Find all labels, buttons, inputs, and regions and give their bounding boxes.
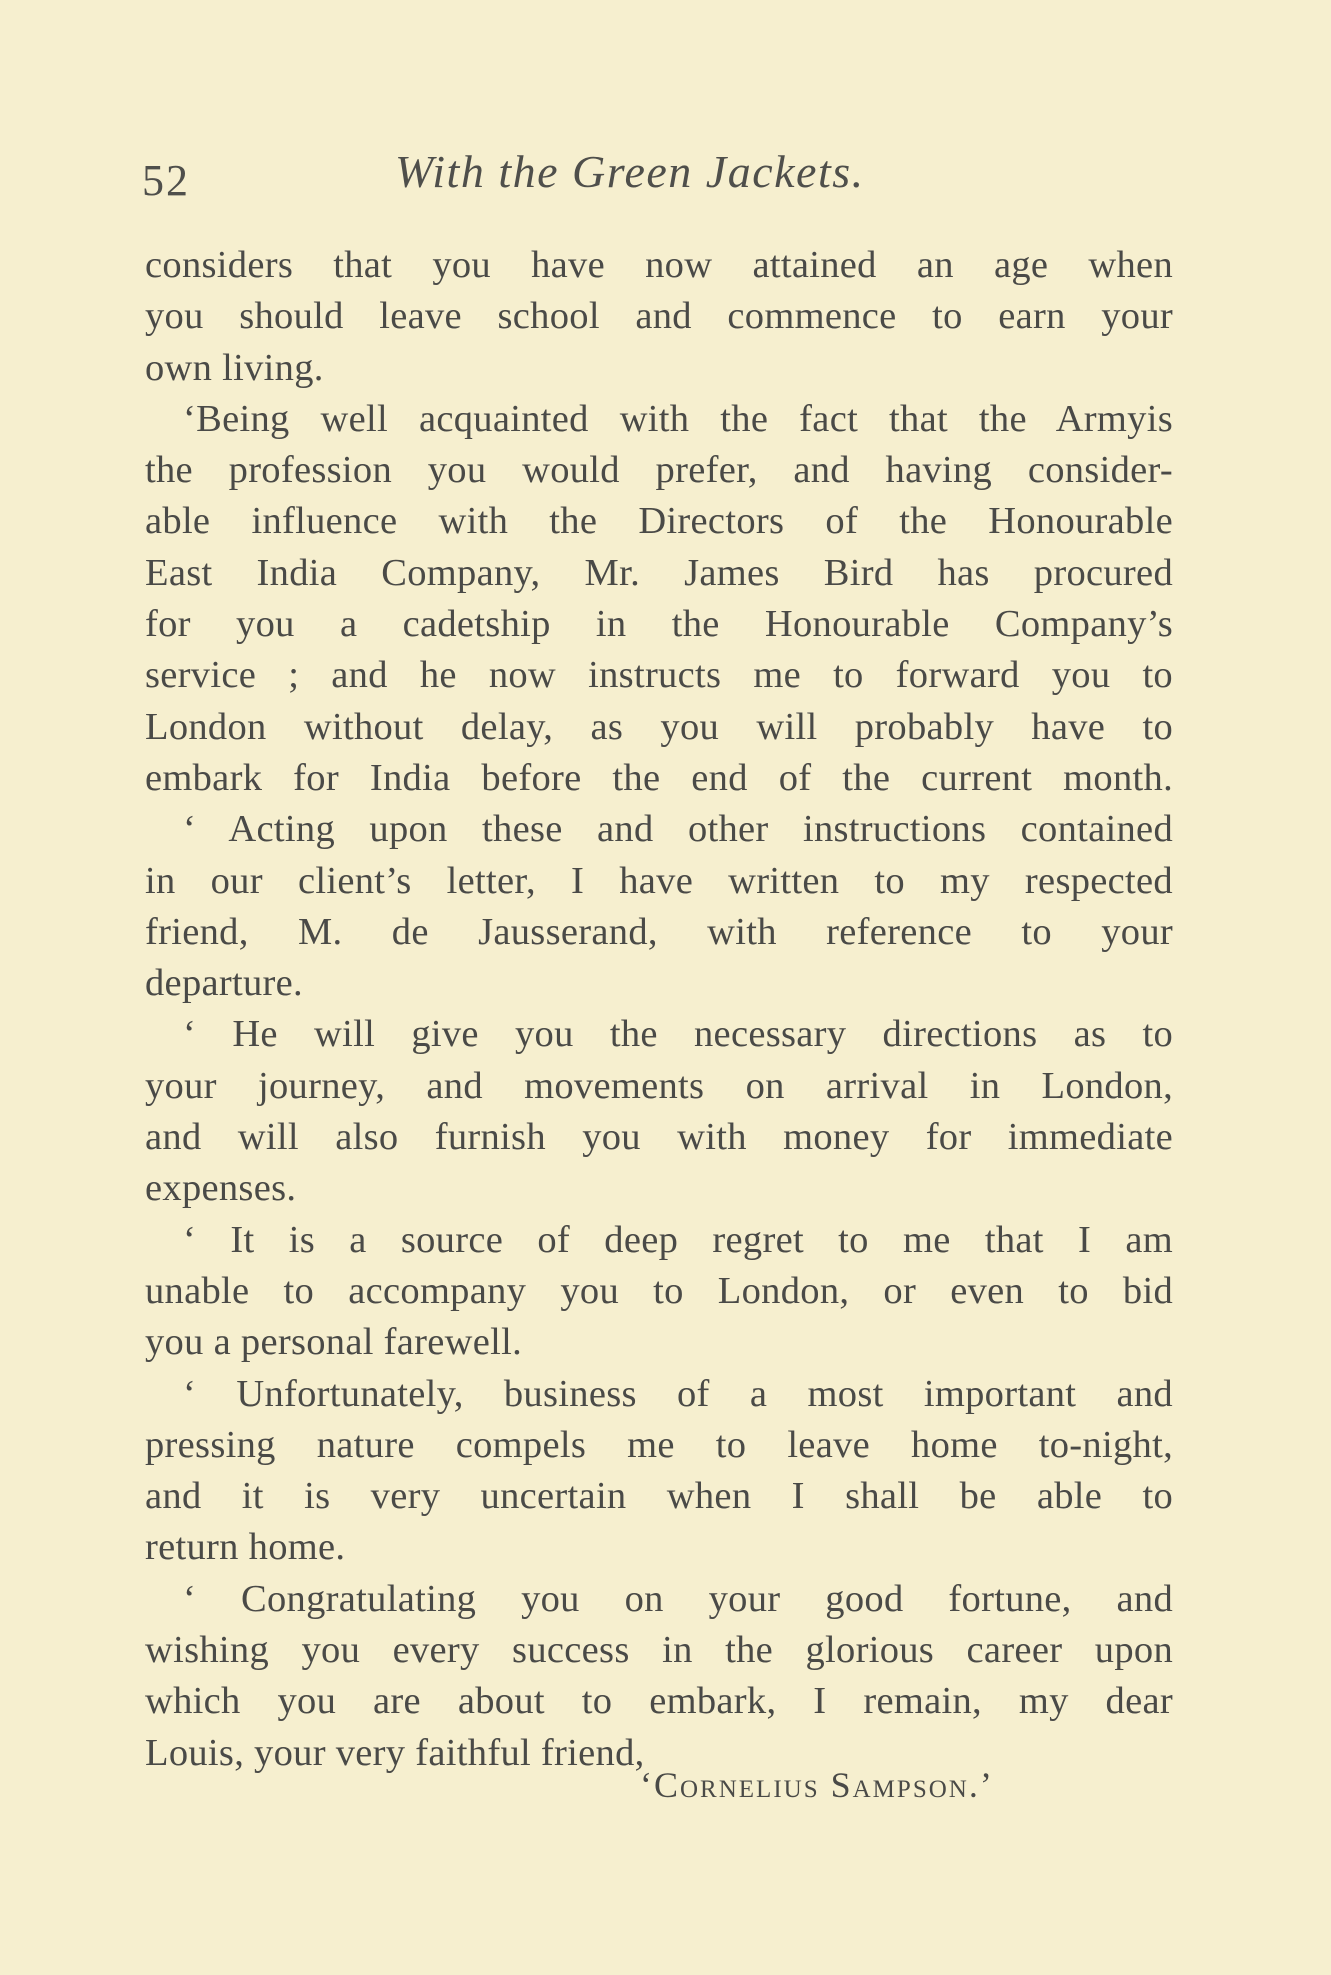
body-text xyxy=(145,240,1173,1779)
text-line: ‘Being well acquainted with the fact that the Armyis xyxy=(183,397,1173,440)
text-line: in our client’s letter, I have written to my respected xyxy=(145,859,1173,902)
text-line: for you a cadetship in the Honourable Company’s xyxy=(145,603,1173,646)
text-line: friend, M. de Jausserand, with reference to your xyxy=(145,910,1173,953)
running-title: With the Green Jackets. xyxy=(395,146,865,197)
text-line: ‘ Congratulating you on your good fortune, and xyxy=(183,1577,1173,1620)
text-line: able influence with the Directors of the Honourable xyxy=(145,500,1173,543)
text-line: service ; and he now instructs me to forward you to xyxy=(145,654,1173,697)
text-line: considers that you have now attained an age when xyxy=(145,244,1173,286)
text-line: and it is very uncertain when I shall be able to xyxy=(145,1475,1173,1518)
text-line: own living. xyxy=(145,346,324,389)
text-line: unable to accompany you to London, or even to bid xyxy=(145,1269,1173,1312)
text-line: expenses. xyxy=(145,1167,297,1210)
text-line: ‘ Acting upon these and other instructions contained xyxy=(183,808,1173,851)
letter-signature: ‘Cornelius Sampson.’ xyxy=(640,1765,994,1805)
text-line: return home. xyxy=(145,1526,346,1569)
text-line: Louis, your very faithful friend, xyxy=(145,1731,645,1774)
text-line: ‘ It is a source of deep regret to me that I am xyxy=(183,1218,1173,1261)
text-line: you should leave school and commence to earn your xyxy=(145,295,1173,338)
running-head xyxy=(140,145,1180,205)
text-line: and will also furnish you with money for immediate xyxy=(145,1116,1173,1159)
text-line: wishing you every success in the glorious career upon xyxy=(145,1629,1173,1672)
text-line: you a personal farewell. xyxy=(145,1321,523,1364)
text-line: departure. xyxy=(145,962,303,1005)
text-line: embark for India before the end of the current month. xyxy=(145,756,1173,799)
text-line: London without delay, as you will probably have to xyxy=(145,705,1173,748)
text-line: the profession you would prefer, and having consider- xyxy=(145,449,1173,492)
text-line: which you are about to embark, I remain, my dear xyxy=(145,1680,1173,1723)
text-line: pressing nature compels me to leave home to-night, xyxy=(145,1423,1173,1466)
text-line: ‘ Unfortunately, business of a most important and xyxy=(183,1372,1173,1415)
page-number: 52 xyxy=(142,156,190,205)
text-line: your journey, and movements on arrival in London, xyxy=(145,1064,1173,1107)
text-line: East India Company, Mr. James Bird has procured xyxy=(145,551,1173,594)
text-line: ‘ He will give you the necessary directions as to xyxy=(183,1013,1173,1056)
